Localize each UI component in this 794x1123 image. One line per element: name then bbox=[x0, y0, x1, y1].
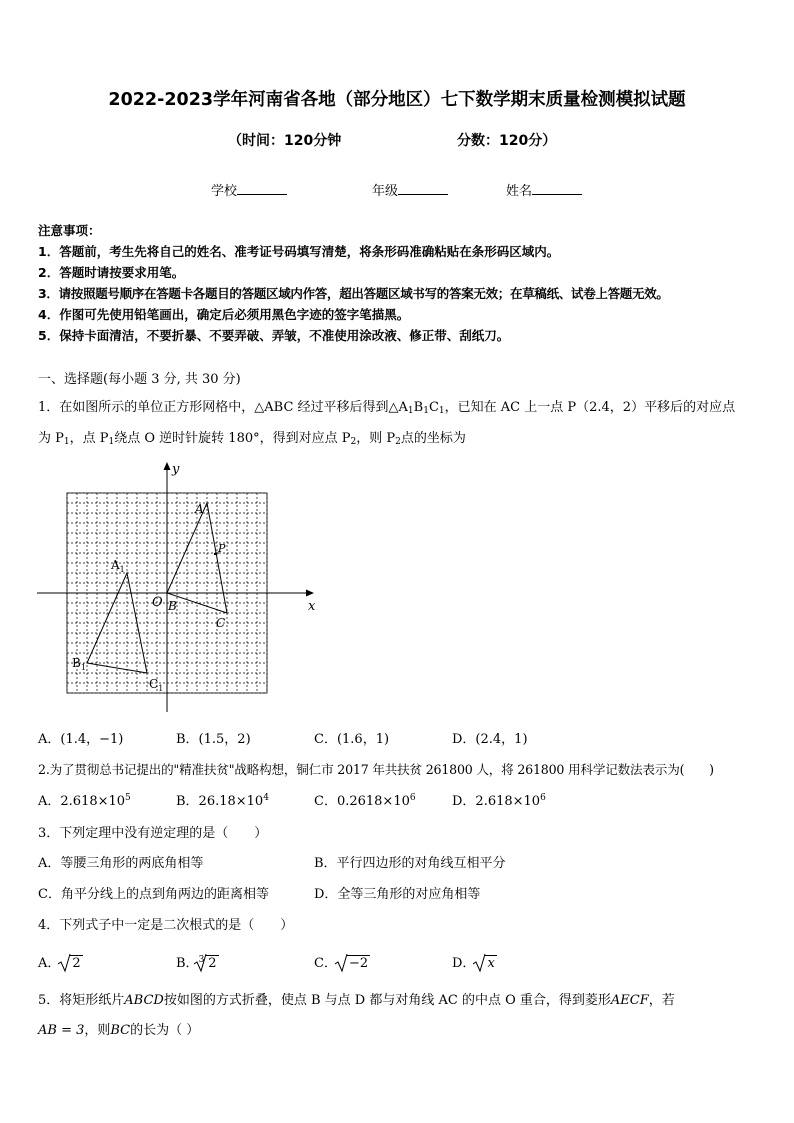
point-p bbox=[214, 553, 216, 555]
q4-option-a[interactable]: A． 2 bbox=[38, 956, 81, 971]
notice-item: 3．请按照题号顺序在答题卡各题目的答题区域内作答，超出答题区域书写的答案无效；在草稿纸、试卷上答题无效。 bbox=[38, 286, 669, 301]
q2-option-c[interactable]: C．$0.2618\times 10^6$ bbox=[314, 793, 416, 809]
sqrt-icon: x bbox=[475, 956, 496, 971]
q4-option-c[interactable]: C． −2 bbox=[314, 956, 369, 971]
page-title: 2022-2023学年河南省各地（部分地区）七下数学期末质量检测模拟试题 bbox=[108, 90, 686, 110]
label-c: C bbox=[216, 616, 226, 630]
q1-option-d[interactable]: D．(2.4，1) bbox=[452, 732, 528, 747]
q3-option-d[interactable]: D．全等三角形的对应角相等 bbox=[314, 887, 481, 902]
section-heading: 一、选择题(每小题 3 分, 共 30 分) bbox=[38, 372, 241, 387]
q4-option-b[interactable]: B．$^3$ 2 bbox=[176, 955, 217, 971]
q2-option-a[interactable]: A．$2.618\times 10^5$ bbox=[38, 793, 131, 809]
q1-grid-figure bbox=[34, 458, 324, 718]
q1-option-b[interactable]: B．(1.5，2) bbox=[176, 732, 251, 747]
label-b1: $B_1$ bbox=[72, 656, 86, 672]
name-label: 姓名 bbox=[506, 184, 533, 199]
sqrt-icon: −2 bbox=[337, 956, 370, 971]
label-b: B bbox=[168, 599, 177, 613]
label-p: P bbox=[218, 542, 226, 555]
q4-stem: 4．下列式子中一定是二次根式的是（ ） bbox=[38, 918, 294, 933]
q2-option-b[interactable]: B．$26.18\times 10^4$ bbox=[176, 793, 269, 809]
notice-item: 1．答题前，考生先将自己的姓名、准考证号码填写清楚，将条形码准确粘贴在条形码区域内。 bbox=[38, 244, 560, 259]
exam-time: （时间：120分钟 bbox=[228, 133, 342, 149]
notice-item: 5．保持卡面清洁，不要折暴、不要弄破、弄皱，不准使用涂改液、修正带、刮纸刀。 bbox=[38, 328, 510, 343]
name-field[interactable] bbox=[506, 180, 582, 199]
y-axis-label: y bbox=[172, 462, 180, 477]
q3-option-b[interactable]: B．平行四边形的对角线互相平分 bbox=[314, 856, 506, 871]
grade-field[interactable] bbox=[372, 180, 448, 199]
sqrt-icon: 2 bbox=[60, 956, 82, 971]
notice-heading: 注意事项： bbox=[38, 223, 101, 238]
school-field[interactable] bbox=[211, 180, 287, 199]
cube-root-icon: 2 bbox=[196, 956, 218, 971]
y-axis-arrow-icon bbox=[164, 462, 171, 470]
notice-item: 4．作图可先使用铅笔画出，确定后必须用黑色字迹的签字笔描黑。 bbox=[38, 307, 410, 322]
grade-blank[interactable] bbox=[398, 182, 448, 195]
q1-option-c[interactable]: C．(1.6，1) bbox=[314, 732, 390, 747]
q2-stem: 2.为了贯彻总书记提出的"精准扶贫"战略构想，铜仁市 2017 年共扶贫 261800 人，将 261800 用科学记数法表示为( ) bbox=[38, 762, 714, 777]
label-a1: $A_1$ bbox=[111, 558, 125, 574]
label-a: A bbox=[195, 502, 204, 516]
label-c1: $C_1$ bbox=[149, 677, 164, 693]
q5-stem-line1: 5．将矩形纸片ABCD按如图的方式折叠，使点 B 与点 D 都与对角线 AC 的中点 O 重合，得到菱形AECF，若 bbox=[38, 993, 675, 1008]
school-blank[interactable] bbox=[237, 182, 287, 195]
q1-stem-line2: 为 $P_1$，点 $P_1$绕点 O 逆时针旋转 180°，得到对应点 $P_2$，则 $P_2$点的坐标为 bbox=[38, 431, 466, 447]
name-blank[interactable] bbox=[532, 182, 582, 195]
notice-block bbox=[38, 220, 669, 346]
school-label: 学校 bbox=[211, 184, 238, 199]
q3-stem: 3．下列定理中没有逆定理的是（ ） bbox=[38, 826, 268, 841]
q3-option-a[interactable]: A．等腰三角形的两底角相等 bbox=[38, 856, 204, 871]
origin-label: O bbox=[152, 595, 163, 610]
q2-option-d[interactable]: D．$2.618\times 10^6$ bbox=[452, 793, 546, 809]
exam-score: 分数：120分） bbox=[457, 133, 557, 149]
q1-option-a[interactable]: A．(1.4，−1) bbox=[38, 732, 124, 747]
x-axis-arrow-icon bbox=[306, 590, 314, 597]
q5-stem-line2: AB = 3，则BC的长为（ ） bbox=[38, 1023, 200, 1038]
notice-item: 2．答题时请按要求用笔。 bbox=[38, 265, 185, 280]
grade-label: 年级 bbox=[372, 184, 399, 199]
q3-option-c[interactable]: C．角平分线上的点到角两边的距离相等 bbox=[38, 887, 269, 902]
x-axis-label: x bbox=[308, 599, 316, 614]
q4-option-d[interactable]: D． x bbox=[452, 956, 495, 971]
q1-stem-line1: 1．在如图所示的单位正方形网格中，△ABC 经过平移后得到$\triangle A_1B_1C_1$，已知在 AC 上一点 P（2.4，2）平移后的对应点 bbox=[38, 400, 736, 416]
